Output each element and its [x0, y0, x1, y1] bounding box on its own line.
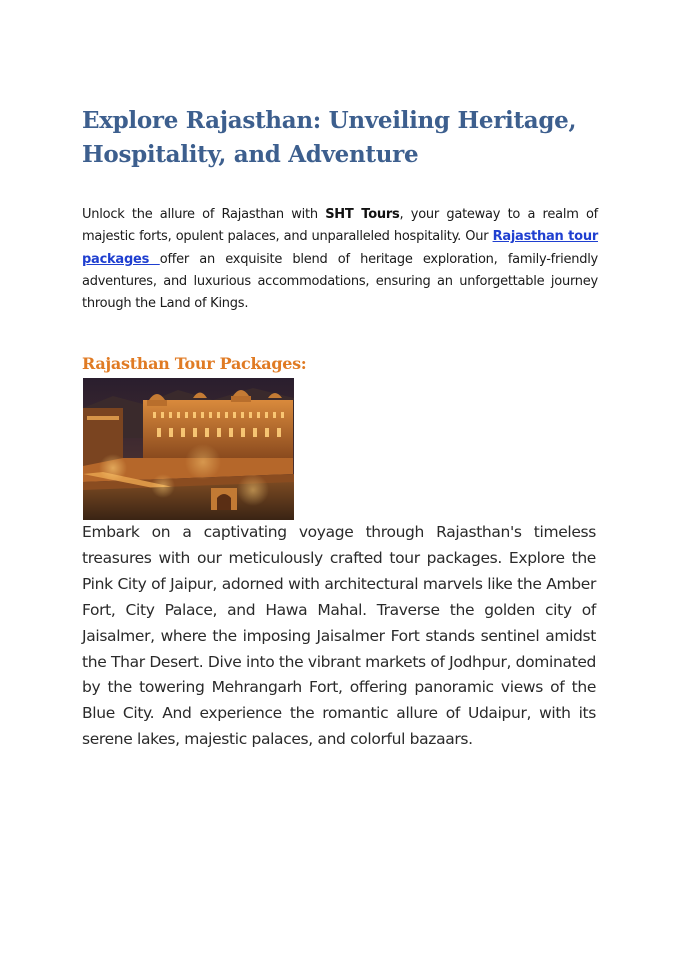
brand-name: SHT Tours: [325, 207, 400, 222]
page-title: Explore Rajasthan: Unveiling Heritage, Hospitality, and Adventure: [82, 107, 577, 168]
intro-text-middle: , your gateway to a realm of majestic forts, opulent palaces, and unparalleled hospitality. Our: [82, 207, 598, 245]
intro-text-end: offer an exquisite blend of heritage exploration, family-friendly adventures, and luxurious accommodations, ensuring an unforgettable journey through the Land of Kings.: [82, 251, 598, 312]
section-heading: Rajasthan Tour Packages:: [82, 354, 307, 373]
amber-fort-night-photo: [83, 378, 294, 520]
rajasthan-tour-packages-link[interactable]: Rajasthan tour packages: [82, 229, 598, 267]
tour-packages-description: Embark on a captivating voyage through Rajasthan's timeless treasures with our meticulously crafted tour packages. Explore the Pink City of Jaipur, adorned with architectural marvels like the Amber Fort, City Palace, and Hawa Mahal. Traverse the golden city of Jaisalmer, where the imposing Jaisalmer Fort stands sentinel amidst the Thar Desert. Dive into the vibrant markets of Jodhpur, dominated by the towering Mehrangarh Fort, offering panoramic views of the Blue City. And experience the romantic allure of Udaipur, with its serene lakes, majestic palaces, and colorful bazaars.: [82, 523, 596, 749]
intro-paragraph: [82, 204, 598, 315]
intro-text-start: Unlock the allure of Rajasthan with: [82, 207, 326, 222]
